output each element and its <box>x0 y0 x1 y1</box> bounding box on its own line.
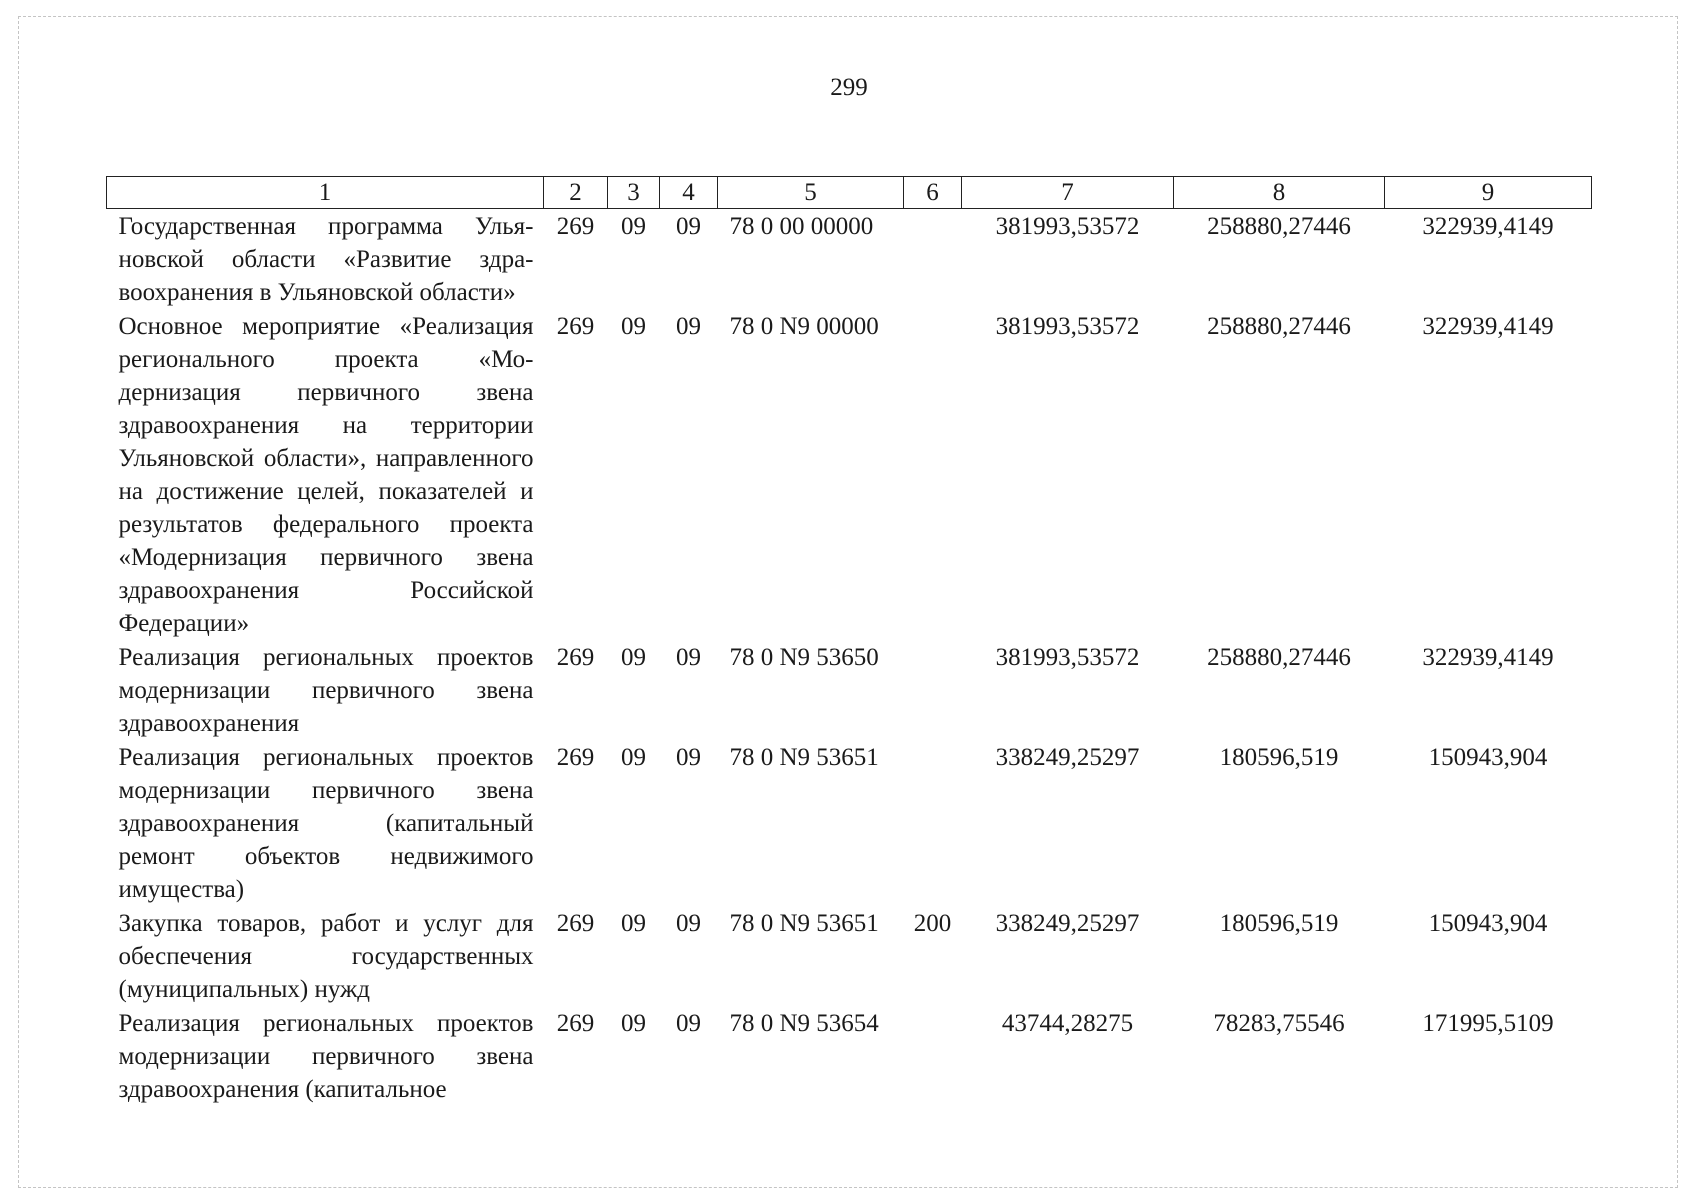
table-row <box>107 906 1592 1006</box>
row-name: Реализация региональных проектов модернизации первичного звена здравоохранения (капитальное <box>118 1010 534 1103</box>
column-header-3: 3 <box>608 177 660 209</box>
row-section: 09 <box>621 644 646 671</box>
header-row <box>107 177 1592 209</box>
row-amount-col9: 171995,5109 <box>1422 1010 1554 1037</box>
row-amount-col7: 381993,53572 <box>995 213 1140 240</box>
row-amount-col8: 258880,27446 <box>1207 644 1351 671</box>
row-target-article: 78 0 00 00000 <box>729 213 874 240</box>
row-section: 09 <box>621 213 646 240</box>
row-amount-col9: 322939,4149 <box>1422 213 1554 240</box>
table-row <box>107 309 1592 640</box>
row-section: 09 <box>621 744 646 771</box>
row-section: 09 <box>621 910 646 937</box>
column-header-9: 9 <box>1385 177 1592 209</box>
row-amount-col8: 78283,75546 <box>1213 1010 1345 1037</box>
row-amount-col8: 258880,27446 <box>1207 213 1351 240</box>
row-name: Основное мероприятие «Реализация регионального проекта «Модернизация первичного звена здравоохранения на территории Ульяновской области», направленного на достижение целей, показателей и результатов федерального проекта «Модернизация первичного звена здравоохранения Российской Федерации» <box>118 313 534 637</box>
row-amount-col8: 258880,27446 <box>1207 313 1351 340</box>
row-expense-type <box>904 309 962 640</box>
row-amount-col9: 322939,4149 <box>1422 644 1554 671</box>
row-amount-col9: 150943,904 <box>1428 910 1548 937</box>
row-subsection: 09 <box>676 744 701 771</box>
budget-table <box>106 176 1592 1106</box>
row-subsection: 09 <box>676 644 701 671</box>
row-expense-type <box>904 209 962 310</box>
row-subsection: 09 <box>676 213 701 240</box>
row-ministry-code: 269 <box>556 313 595 340</box>
column-header-2: 2 <box>544 177 608 209</box>
row-name: Государственная программа Ульяновской области «Развитие здравоохранения в Ульяновской области» <box>118 213 534 306</box>
row-expense-type: 200 <box>913 910 952 937</box>
row-section: 09 <box>621 313 646 340</box>
row-amount-col7: 43744,28275 <box>1001 1010 1134 1037</box>
column-header-1: 1 <box>107 177 544 209</box>
row-subsection: 09 <box>676 1010 701 1037</box>
row-expense-type <box>904 740 962 906</box>
row-subsection: 09 <box>676 313 701 340</box>
row-amount-col7: 338249,25297 <box>995 744 1140 771</box>
row-amount-col9: 150943,904 <box>1428 744 1548 771</box>
table-row <box>107 640 1592 740</box>
row-name: Реализация региональных проектов модернизации первичного звена здравоохранения <box>118 644 534 737</box>
row-amount-col8: 180596,519 <box>1219 744 1339 771</box>
table-header <box>107 177 1592 209</box>
row-subsection: 09 <box>676 910 701 937</box>
row-expense-type <box>904 1006 962 1106</box>
column-header-8: 8 <box>1174 177 1385 209</box>
row-amount-col7: 338249,25297 <box>995 910 1140 937</box>
row-target-article: 78 0 N9 53654 <box>729 1010 879 1037</box>
row-amount-col7: 381993,53572 <box>995 313 1140 340</box>
column-header-5: 5 <box>718 177 904 209</box>
row-ministry-code: 269 <box>556 644 595 671</box>
row-section: 09 <box>621 1010 646 1037</box>
row-amount-col8: 180596,519 <box>1219 910 1339 937</box>
row-target-article: 78 0 N9 53651 <box>729 744 879 771</box>
row-expense-type <box>904 640 962 740</box>
table-body <box>107 209 1592 1107</box>
row-name: Реализация региональных проектов модернизации первичного звена здравоохранения (капитальный ремонт объектов недвижимого имущества) <box>118 744 534 903</box>
page-number: 299 <box>830 74 868 101</box>
row-ministry-code: 269 <box>556 910 595 937</box>
row-target-article: 78 0 N9 53650 <box>729 644 879 671</box>
row-ministry-code: 269 <box>556 744 595 771</box>
row-amount-col9: 322939,4149 <box>1422 313 1554 340</box>
table-row <box>107 209 1592 310</box>
column-header-4: 4 <box>660 177 718 209</box>
column-header-6: 6 <box>904 177 962 209</box>
table-row <box>107 740 1592 906</box>
row-ministry-code: 269 <box>556 1010 595 1037</box>
row-ministry-code: 269 <box>556 213 595 240</box>
row-amount-col7: 381993,53572 <box>995 644 1140 671</box>
row-target-article: 78 0 N9 00000 <box>729 313 879 340</box>
row-target-article: 78 0 N9 53651 <box>729 910 879 937</box>
column-header-7: 7 <box>962 177 1174 209</box>
row-name: Закупка товаров, работ и услуг для обеспечения государственных (муниципальных) нужд <box>118 910 534 1003</box>
table-row <box>107 1006 1592 1106</box>
